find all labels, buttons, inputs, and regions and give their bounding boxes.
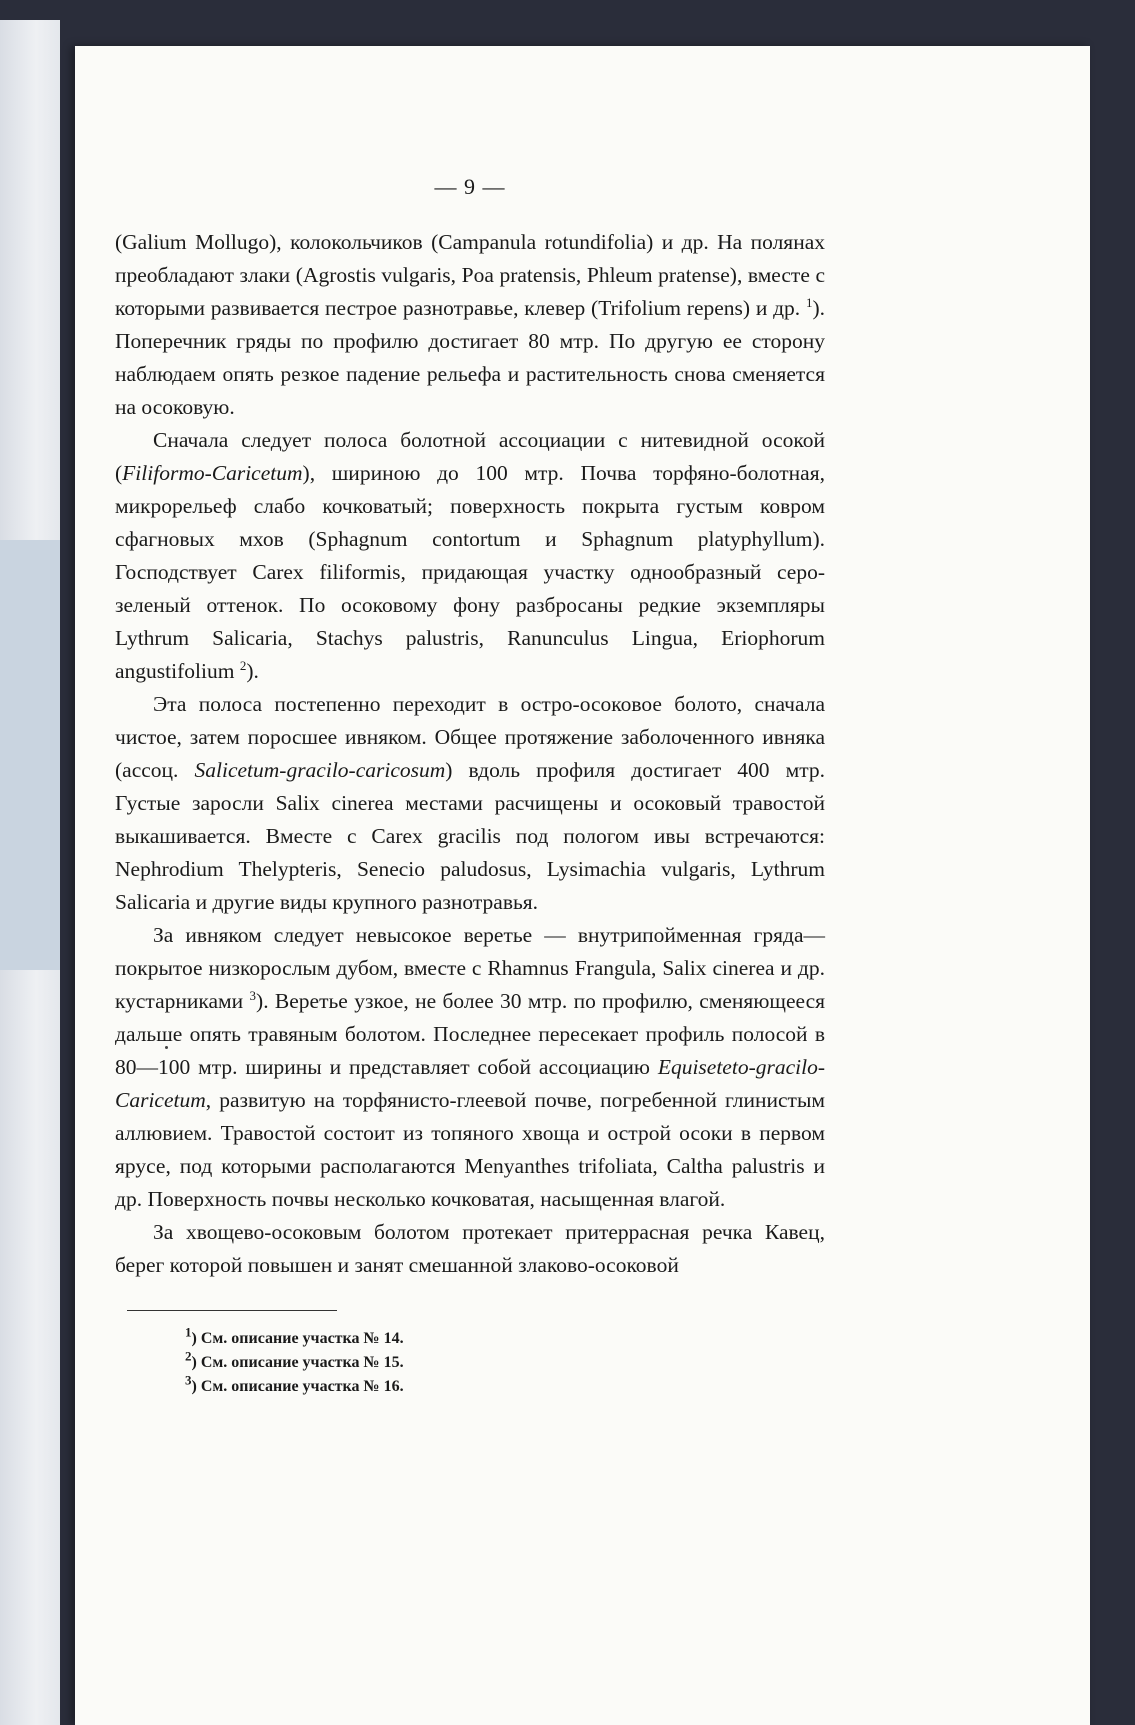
page-number: — 9 —	[434, 174, 506, 199]
text-run: , развитую на торфянисто-глеевой почве, погребенной глинистым аллювием. Травостой состоит из топяного хвоща и острой осоки в первом ярусе, под которыми располагаются Menyanthes trifoliata, Caltha palustris и др. Поверхность почвы несколько кочковатая, насыщенная влагой.	[115, 1088, 825, 1211]
footnote	[185, 1324, 825, 1351]
latin-term: Equiseteto-gracilo-Caricetum	[115, 1055, 825, 1112]
footnote-mark: 2	[185, 1348, 192, 1364]
text-run: ) вдоль профиля достигает 400 мтр. Густые заросли Salix cinerea местами расчищены и осоковый травостой выкашивается. Вместе с Carex gracilis под пологом ивы встречаются: Nephrodium Thelypteris, Senecio paludosus, Lysimachia vulgaris, Lythrum Salicaria и другие виды крупного разнотравья.	[115, 758, 826, 914]
footnotes	[115, 1324, 825, 1399]
latin-term: Filiformo-Caricetum	[122, 461, 303, 485]
footnote-mark: 1	[185, 1324, 192, 1340]
text-run: Эта полоса постепенно переходит в остро-осоковое болото, сначала чистое, затем поросшее ивняком. Общее протяжение заболоченного ивняка (ассоц.	[115, 692, 825, 782]
footnote-text: ) См. описание участка № 15.	[191, 1354, 404, 1371]
footnote-rule	[127, 1310, 337, 1311]
footnote-text: ) См. описание участка № 14.	[191, 1330, 404, 1347]
text-run: (Galium Mollugo), колокольчиков (Campanula rotundifolia) и др. На полянах преобладают злаки (Agrostis vulgaris, Poa pratensis, Phleum pratense), вместе с которыми развивается пестрое разнотравье, клевер (Trifolium repens) и др.	[115, 230, 825, 320]
paragraph-p3	[115, 688, 825, 919]
footnote-mark: 3	[185, 1372, 192, 1388]
text-run: Сначала следует полоса болотной ассоциации с нитевидной осокой (	[115, 428, 825, 485]
paragraph-p2	[115, 424, 825, 688]
paragraph-p5	[115, 1216, 825, 1282]
body-text	[115, 226, 825, 1282]
text-run: ).	[246, 659, 259, 683]
latin-term: Salicetum-gracilo-caricosum	[194, 758, 446, 782]
footnote	[185, 1372, 825, 1399]
page-content	[115, 174, 825, 1399]
footnote-ref: 1	[805, 294, 813, 310]
adjacent-page-tint	[0, 540, 60, 970]
text-run: ). Веретье узкое, не более 30 мтр. по профилю, сменяющееся дальше опять травяным болотом. Последнее пересекает профиль полосой в 80—100 мтр. ширины и представляет собой ассоциацию	[115, 989, 825, 1079]
paragraph-p1	[115, 226, 825, 424]
footnote-ref: 2	[239, 657, 247, 673]
text-run: За ивняком следует невысокое веретье — внутрипойменная гряда—покрытое низкорослым дубом, вместе с Rhamnus Frangula, Salix cinerea и др. кустарниками	[115, 923, 825, 1013]
document-page	[75, 46, 1090, 1725]
paragraph-p4	[115, 919, 825, 1216]
adjacent-page-edge	[0, 20, 60, 1725]
text-run: ). Поперечник гряды по профилю достигает 80 мтр. По другую ее сторону наблюдаем опять резкое падение рельефа и растительность снова сменяется на осоковую.	[115, 296, 825, 419]
text-run: ), шириною до 100 мтр. Почва торфяно-болотная, микрорельеф слабо кочковатый; поверхность покрыта густым ковром сфагновых мхов (Sphagnum contortum и Sphagnum platyphyllum). Господствует Carex filiformis, придающая участку однообразный серо-зеленый оттенок. По осоковому фону разбросаны редкие экземпляры Lythrum Salicaria, Stachys palustris, Ranunculus Lingua, Eriophorum angustifolium	[115, 461, 825, 683]
footnote-text: ) См. описание участка № 16.	[191, 1378, 404, 1395]
text-run: За хвощево-осоковым болотом протекает притеррасная речка Кавец, берег которой повышен и занят смешанной злаково-осоковой	[115, 1220, 825, 1277]
footnote	[185, 1348, 825, 1375]
footnote-ref: 3	[249, 987, 257, 1003]
